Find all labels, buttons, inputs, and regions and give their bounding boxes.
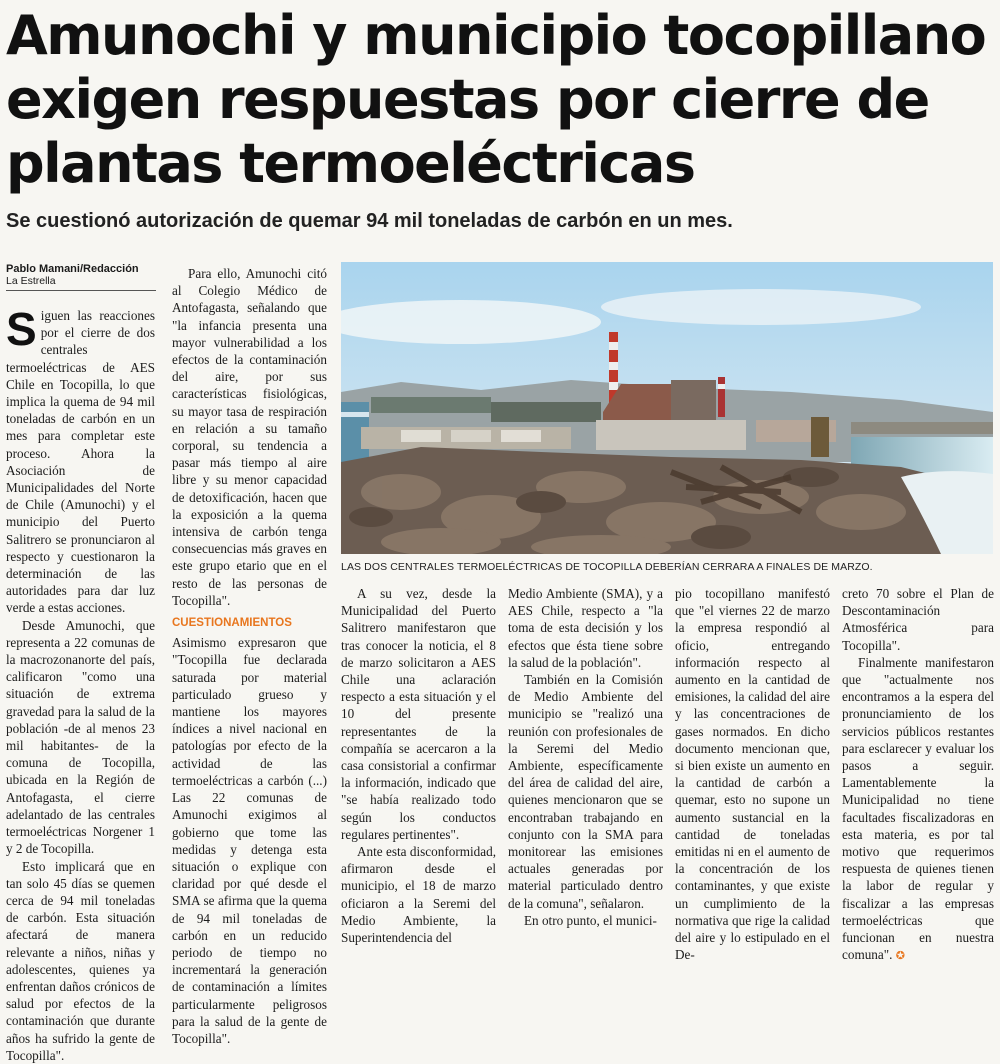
article-paragraph: Asimismo expresaron que "Tocopilla fue declarada saturada por material particulado grueso y mantiene los mayores índices a nivel nacional en patologías por efecto de la actividad de las termoeléctricas a carbón (...) Las 22 comunas de Amunochi exigimos al gobierno que tome las medidas y detenga esta situación o explique con claridad por qué desde el SMA se afirma que la quema de 94 mil toneladas de carbón en un reducido periodo de tiempo no incrementará la generación de contaminación a límites particularmente peligrosos para la salud de la gente de Tocopilla".	[172, 635, 327, 1046]
article-column-4	[508, 585, 663, 929]
section-heading: CUESTIONAMIENTOS	[172, 617, 292, 630]
end-mark-icon: ✪	[895, 950, 905, 963]
article-paragraph: También en la Comisión de Medio Ambiente del municipio se "realizó una reunión con profesionales de la Seremi del Medio Ambiente, específicamente del área de calidad del aire, quienes mencionaron que se encontraban trabajando en conjunto con la SMA para monitorear las emisiones actuales generadas por material particulado dentro de la comuna", señalaron.	[508, 672, 663, 911]
article-paragraph: En otro punto, el munici-	[524, 912, 657, 928]
article-paragraph: Para ello, Amunochi citó al Colegio Médico de Antofagasta, señalando que "la infancia presenta una mayor vulnerabilidad a los efectos de la contaminación del aire, por sus características fisiológicas, su mayor tasa de respiración en relación a su tamaño corporal, su tendencia a pasar más tiempo al aire libre y su menor capacidad de detoxificación, hacen que la exposición a la quema intensiva de carbón tenga consecuencias más graves en este grupo etario que en el resto de las personas de Tocopilla".	[172, 266, 327, 608]
byline	[6, 263, 156, 291]
headline: Amunochi y municipio tocopillano exigen respuestas por cierre de plantas termoeléctricas	[6, 4, 986, 195]
article-paragraph: pio tocopillano manifestó que "el viernes 22 de marzo la empresa respondió al oficio, entregando información respecto al aumento en la cantidad de emisiones, la calidad del aire y las concentraciones de gases normados. En dicho documento mencionan que, si bien existe un aumento en la cantidad de carbón a quemar, esto no supone un aumento sustancial en la cantidad de toneladas emitidas ni en el aumento de la concentración de los contaminantes, y que existe un cumplimiento de la normativa que rige la calidad del aire y lo estipulado en el De-	[675, 586, 830, 963]
article-column-1	[6, 303, 155, 1064]
subhead: Se cuestionó autorización de quemar 94 mil toneladas de carbón en un mes.	[6, 210, 733, 232]
article-column-2	[172, 265, 327, 1047]
article-column-3	[341, 585, 496, 946]
article-paragraph: Desde Amunochi, que representa a 22 comunas de la macrozonanorte del país, calificaron "como una situación de extrema gravedad para la salud de la población -de al menos 23 mil habitantes- de la comuna de Tocopilla, ubicada en la Región de Antofagasta, el cierre adelantado de las centrales termoeléctricas Norgener 1 y 2 de Tocopilla.	[6, 617, 155, 857]
drop-cap: S	[6, 303, 37, 355]
article-paragraph: Ante esta disconformidad, afirmaron desde el municipio, el 18 de marzo oficiaron a la Seremi del Medio Ambiente, la Superintendencia del	[341, 844, 496, 946]
article-paragraph: Medio Ambiente (SMA), y a AES Chile, respecto a "la toma de esta decisión y los efectos que ésta tiene sobre la salud de la población".	[508, 586, 663, 670]
industrial-coast-illustration	[341, 262, 993, 554]
article-paragraph: A su vez, desde la Municipalidad del Puerto Salitrero manifestaron que tras conocer la noticia, el 8 de marzo solicitaron a AES Chile una aclaración respecto a esta situación y el 10 del presente representantes de la compañía se acercaron a la casa consistorial a confirmar la información, indicado que "se había realizado todo según los conductos regulares pertinentes".	[341, 586, 496, 842]
article-photo	[341, 262, 993, 554]
photo-caption: LAS DOS CENTRALES TERMOELÉCTRICAS DE TOCOPILLA DEBERÍAN CERRARA A FINALES DE MARZO.	[341, 561, 873, 573]
article-column-5	[675, 585, 830, 963]
author-name: Pablo Mamani/Redacción	[6, 263, 139, 275]
article-paragraph: Esto implicará que en tan solo 45 días se quemen cerca de 94 mil toneladas de carbón. Esta situación afectará de manera relevante a niños, niñas y adolescentes, quienes ya enfrentan daños crónicos de salud por efectos de la contaminación que durante años ha sufrido la gente de Tocopilla".	[6, 858, 155, 1063]
article-paragraph: creto 70 sobre el Plan de Descontaminación Atmosférica para Tocopilla".	[842, 586, 994, 653]
article-paragraph: Finalmente manifestaron que "actualmente nos encontramos a la espera del pronunciamiento de los servicios públicos restantes para esclarecer y evaluar los pasos a seguir. Lamentablemente la Municipalidad no tiene facultades fiscalizadoras en esta materia, es por tal motivo que requerimos respuesta de quienes tienen la labor de regular y fiscalizar a las empresas termoeléctricas que funcionan en nuestra comuna". ✪	[842, 654, 994, 963]
article-column-6	[842, 585, 994, 965]
outlet-name: La Estrella	[6, 275, 156, 291]
article-paragraph: Siguen las reacciones por el cierre de dos centrales termoeléctricas de AES Chile en Tocopilla, lo que implica la quema de 94 mil toneladas de carbón en un mes para completar este proceso. Ahora la Asociación de Municipalidades del Norte de Chile (Amunochi) y el municipio del Puerto Salitrero se pronunciaron al respecto y cuestionaron la determinación de las autoridades para dar luz verde a estas acciones.	[6, 303, 155, 616]
